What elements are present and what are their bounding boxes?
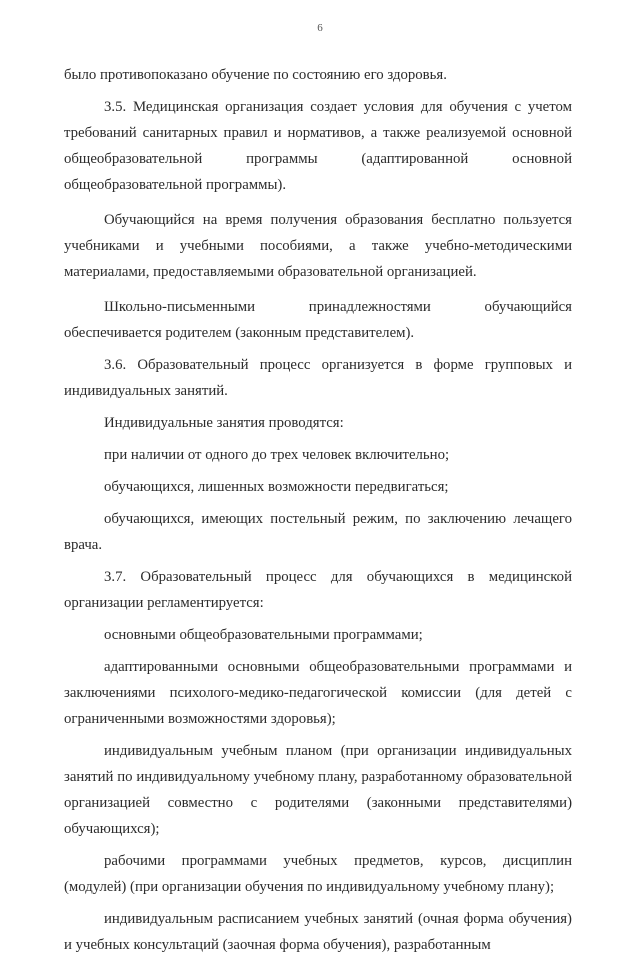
list-item-work-programs: рабочими программами учебных предметов, курсов, дисциплин (модулей) (при организации обучения по индивидуальному учебному плану); bbox=[64, 853, 572, 895]
paragraph-3-6: 3.6. Образовательный процесс организуется в форме групповых и индивидуальных занятий. bbox=[64, 357, 572, 399]
paragraph-stationery: Школьно-письменными принадлежностями обучающийся обеспечивается родителем (законным представителем). bbox=[64, 299, 572, 341]
paragraph-3-7: 3.7. Образовательный процесс для обучающихся в медицинской организации регламентируется: bbox=[64, 569, 572, 611]
paragraph-textbooks: Обучающийся на время получения образования бесплатно пользуется учебниками и учебными пособиями, а также учебно-методическими материалами, предоставляемыми образовательной организацией. bbox=[64, 212, 572, 280]
page-number: 6 bbox=[317, 22, 323, 34]
document-body bbox=[64, 62, 572, 958]
list-item-group-size: при наличии от одного до трех человек включительно; bbox=[104, 447, 450, 463]
list-item-adapted-programs: адаптированными основными общеобразовательными программами и заключениями психолого-медико-педагогической комиссии (для детей с ограниченными возможностями здоровья); bbox=[64, 659, 572, 727]
list-item-schedule: индивидуальным расписанием учебных занятий (очная форма обучения) и учебных консультаций (заочная форма обучения), разработанным bbox=[64, 911, 572, 953]
paragraph-continuation: было противопоказано обучение по состоянию его здоровья. bbox=[64, 67, 447, 83]
list-item-bed-rest: обучающихся, имеющих постельный режим, по заключению лечащего врача. bbox=[64, 511, 572, 553]
list-item-individual-plan: индивидуальным учебным планом (при организации индивидуальных занятий по индивидуальному учебному плану, разработанному образовательной организацией совместно с родителями (законными представителями) обучающихся); bbox=[64, 743, 572, 837]
list-item-immobile: обучающихся, лишенных возможности передвигаться; bbox=[104, 479, 449, 495]
paragraph-individual-lessons: Индивидуальные занятия проводятся: bbox=[104, 415, 344, 431]
paragraph-3-5: 3.5. Медицинская организация создает условия для обучения с учетом требований санитарных правил и нормативов, а также реализуемой основной общеобразовательной программы (адаптированной основной общеобразовательной программы). bbox=[64, 99, 572, 193]
list-item-basic-programs: основными общеобразовательными программами; bbox=[104, 627, 423, 643]
